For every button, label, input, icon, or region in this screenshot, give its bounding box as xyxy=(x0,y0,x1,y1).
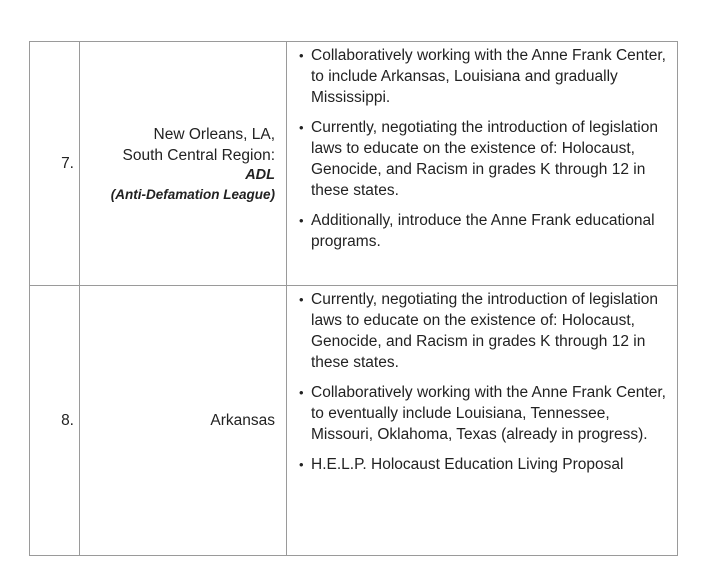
organization-location: New Orleans, LA, xyxy=(153,125,275,143)
bullet-text: Currently, negotiating the introduction of legislation laws to educate on the existence of: Holocaust, Genocide, and Racism in grades K through 12 in these states. xyxy=(311,291,658,371)
list-item xyxy=(299,117,671,201)
list-item xyxy=(299,289,671,373)
list-item xyxy=(299,454,671,475)
row-number: 8. xyxy=(30,286,80,556)
bullet-text: Additionally, introduce the Anne Frank educational programs. xyxy=(311,212,655,250)
row-number: 7. xyxy=(30,42,80,286)
list-item xyxy=(299,45,671,108)
list-item xyxy=(299,382,671,445)
description-cell xyxy=(287,42,678,286)
table-row xyxy=(30,42,678,286)
bullet-icon: • xyxy=(299,457,304,472)
organization-abbreviation: ADL xyxy=(245,166,275,183)
bullet-icon: • xyxy=(299,385,304,400)
bullet-text: Collaboratively working with the Anne Frank Center, to eventually include Louisiana, Tennessee, Missouri, Oklahoma, Texas (already in progress). xyxy=(311,384,666,443)
list-item xyxy=(299,210,671,252)
bullet-icon: • xyxy=(299,292,304,307)
organization-full-name: (Anti-Defamation League) xyxy=(110,186,275,202)
organization-cell xyxy=(80,286,287,556)
bullet-list xyxy=(299,45,671,252)
bullet-icon: • xyxy=(299,213,304,228)
description-cell xyxy=(287,286,678,556)
document-table xyxy=(29,41,678,556)
organization-region: South Central Region: xyxy=(122,146,275,164)
table-row xyxy=(30,286,678,556)
bullet-icon: • xyxy=(299,120,304,135)
bullet-text: Currently, negotiating the introduction of legislation laws to educate on the existence of: Holocaust, Genocide, and Racism in grades K through 12 in these states. xyxy=(311,119,658,199)
bullet-list xyxy=(299,289,671,475)
bullet-text: H.E.L.P. Holocaust Education Living Proposal xyxy=(311,456,624,473)
bullet-icon: • xyxy=(299,48,304,63)
bullet-text: Collaboratively working with the Anne Frank Center, to include Arkansas, Louisiana and gradually Mississippi. xyxy=(311,47,666,106)
organization-cell xyxy=(80,42,287,286)
organization-location: Arkansas xyxy=(210,412,275,429)
